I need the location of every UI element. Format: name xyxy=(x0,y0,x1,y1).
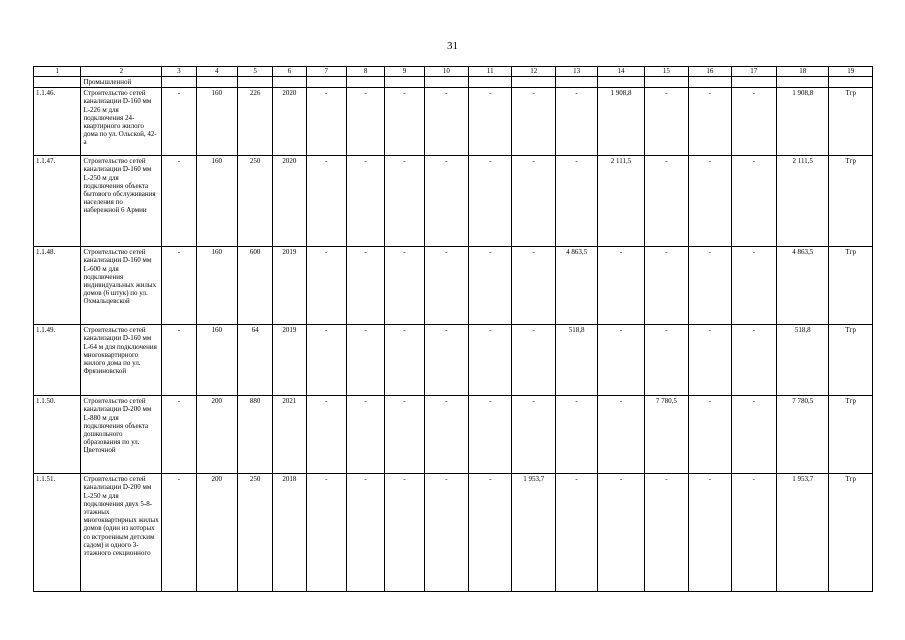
table-cell xyxy=(776,77,829,88)
value-cell: - xyxy=(644,88,688,156)
table-cell xyxy=(731,77,776,88)
value-cell: - xyxy=(424,325,468,396)
value-cell: - xyxy=(555,88,597,156)
value-cell: - xyxy=(731,247,776,325)
value-cell: - xyxy=(689,325,731,396)
column-number: 1 xyxy=(34,67,81,77)
value-cell: - xyxy=(644,474,688,592)
table-row xyxy=(34,325,873,396)
value-cell: - xyxy=(162,396,196,474)
value-cell: - xyxy=(689,156,731,247)
value-cell: 7 780,5 xyxy=(644,396,688,474)
value-cell: - xyxy=(346,325,384,396)
value-cell: - xyxy=(306,247,346,325)
value-cell: 2021 xyxy=(273,396,306,474)
value-cell: - xyxy=(162,247,196,325)
value-cell: 4 863,5 xyxy=(776,247,829,325)
value-cell: Тгр xyxy=(829,396,873,474)
value-cell: 600 xyxy=(237,247,272,325)
table-cell xyxy=(273,77,306,88)
value-cell: 518,8 xyxy=(555,325,597,396)
table-row xyxy=(34,88,873,156)
value-cell: - xyxy=(731,325,776,396)
column-number: 18 xyxy=(776,67,829,77)
value-cell: 200 xyxy=(196,474,237,592)
table-cell xyxy=(237,77,272,88)
value-cell: - xyxy=(424,88,468,156)
row-number: 1.1.48. xyxy=(34,247,81,325)
value-cell: - xyxy=(424,156,468,247)
column-number: 10 xyxy=(424,67,468,77)
value-cell: - xyxy=(512,396,555,474)
table-cell xyxy=(598,77,644,88)
value-cell: 518,8 xyxy=(776,325,829,396)
table-cell xyxy=(555,77,597,88)
value-cell: - xyxy=(162,325,196,396)
column-number: 8 xyxy=(346,67,384,77)
table-cell xyxy=(689,77,731,88)
value-cell: - xyxy=(689,88,731,156)
value-cell: - xyxy=(385,396,424,474)
value-cell: - xyxy=(306,88,346,156)
value-cell: Тгр xyxy=(829,156,873,247)
value-cell: - xyxy=(385,474,424,592)
value-cell: - xyxy=(306,396,346,474)
column-number: 17 xyxy=(731,67,776,77)
value-cell: 2018 xyxy=(273,474,306,592)
value-cell: 64 xyxy=(237,325,272,396)
value-cell: - xyxy=(512,88,555,156)
column-number: 16 xyxy=(689,67,731,77)
value-cell: - xyxy=(555,156,597,247)
value-cell: - xyxy=(731,396,776,474)
value-cell: 2019 xyxy=(273,247,306,325)
column-number: 12 xyxy=(512,67,555,77)
value-cell: - xyxy=(644,156,688,247)
description-cell: Строительство сетей канализации D-200 мм L-880 м для подключения объекта дошкольного образования по ул. Цветочной xyxy=(81,396,162,474)
value-cell: 880 xyxy=(237,396,272,474)
table-row xyxy=(34,474,873,592)
value-cell: - xyxy=(731,88,776,156)
value-cell: 2 111,5 xyxy=(776,156,829,247)
value-cell: - xyxy=(424,396,468,474)
column-number: 13 xyxy=(555,67,597,77)
value-cell: - xyxy=(598,247,644,325)
column-number: 6 xyxy=(273,67,306,77)
row-number: 1.1.49. xyxy=(34,325,81,396)
value-cell: - xyxy=(598,474,644,592)
description-cell: Строительство сетей канализации D-160 мм L-600 м для подключения индивидуальных жилых домов (6 штук) по ул. Охмальцевской xyxy=(81,247,162,325)
row-number: 1.1.47. xyxy=(34,156,81,247)
value-cell: - xyxy=(469,325,512,396)
column-number: 2 xyxy=(81,67,162,77)
value-cell: - xyxy=(689,474,731,592)
value-cell: - xyxy=(555,396,597,474)
value-cell: - xyxy=(424,474,468,592)
value-cell: - xyxy=(306,474,346,592)
value-cell: - xyxy=(385,247,424,325)
table-cell xyxy=(196,77,237,88)
value-cell: - xyxy=(306,325,346,396)
table-cell xyxy=(469,77,512,88)
value-cell: Тгр xyxy=(829,88,873,156)
value-cell: 4 863,5 xyxy=(555,247,597,325)
value-cell: 226 xyxy=(237,88,272,156)
value-cell: Тгр xyxy=(829,247,873,325)
table-cell xyxy=(385,77,424,88)
column-number: 14 xyxy=(598,67,644,77)
description-cell: Строительство сетей канализации D-160 мм L-250 м для подключения объекта бытового обслуживания населения по набережной 6 Армии xyxy=(81,156,162,247)
value-cell: 1 908,8 xyxy=(598,88,644,156)
table-cell xyxy=(306,77,346,88)
value-cell: Тгр xyxy=(829,474,873,592)
table-cell xyxy=(644,77,688,88)
data-table xyxy=(33,66,873,592)
value-cell: - xyxy=(469,474,512,592)
value-cell: - xyxy=(731,474,776,592)
continuation-row xyxy=(34,77,873,88)
value-cell: - xyxy=(424,247,468,325)
column-number: 3 xyxy=(162,67,196,77)
value-cell: 2020 xyxy=(273,156,306,247)
value-cell: - xyxy=(346,396,384,474)
column-number: 19 xyxy=(829,67,873,77)
value-cell: 160 xyxy=(196,156,237,247)
value-cell: - xyxy=(162,474,196,592)
value-cell: - xyxy=(731,156,776,247)
value-cell: - xyxy=(346,156,384,247)
value-cell: 1 953,7 xyxy=(512,474,555,592)
value-cell: - xyxy=(598,325,644,396)
value-cell: - xyxy=(512,325,555,396)
description-cell: Строительство сетей канализации D-160 мм L-64 м для подключения многоквартирного жилого дома по ул. Фрязиновской xyxy=(81,325,162,396)
value-cell: Тгр xyxy=(829,325,873,396)
value-cell: - xyxy=(469,88,512,156)
continuation-text: Промышленной xyxy=(81,77,162,88)
value-cell: - xyxy=(689,247,731,325)
table-row xyxy=(34,247,873,325)
column-number-row xyxy=(34,67,873,77)
description-cell: Строительство сетей канализации D-160 мм L-226 м для подключения 24-квартирного жилого дома по ул. Ольской, 42-а xyxy=(81,88,162,156)
value-cell: - xyxy=(644,247,688,325)
value-cell: - xyxy=(346,474,384,592)
table-cell xyxy=(34,77,81,88)
value-cell: - xyxy=(469,156,512,247)
value-cell: 250 xyxy=(237,156,272,247)
column-number: 4 xyxy=(196,67,237,77)
value-cell: - xyxy=(385,325,424,396)
column-number: 11 xyxy=(469,67,512,77)
value-cell: - xyxy=(512,247,555,325)
value-cell: 250 xyxy=(237,474,272,592)
value-cell: - xyxy=(512,156,555,247)
value-cell: - xyxy=(346,88,384,156)
table-cell xyxy=(512,77,555,88)
column-number: 5 xyxy=(237,67,272,77)
table-row xyxy=(34,156,873,247)
value-cell: 160 xyxy=(196,325,237,396)
table-cell xyxy=(424,77,468,88)
value-cell: - xyxy=(469,396,512,474)
column-number: 7 xyxy=(306,67,346,77)
value-cell: - xyxy=(346,247,384,325)
description-cell: Строительство сетей канализации D-200 мм L-250 м для подключения двух 5-8-этажных многоквартирных жилых домов (один из которых со встроенным детским садом) и одного 3-этажного секционного xyxy=(81,474,162,592)
value-cell: - xyxy=(162,88,196,156)
table-body xyxy=(34,67,873,592)
row-number: 1.1.51. xyxy=(34,474,81,592)
value-cell: - xyxy=(162,156,196,247)
value-cell: - xyxy=(598,396,644,474)
value-cell: 7 780,5 xyxy=(776,396,829,474)
table-cell xyxy=(162,77,196,88)
row-number: 1.1.50. xyxy=(34,396,81,474)
table-row xyxy=(34,396,873,474)
table-cell xyxy=(829,77,873,88)
value-cell: - xyxy=(555,474,597,592)
value-cell: - xyxy=(689,396,731,474)
value-cell: 1 908,8 xyxy=(776,88,829,156)
value-cell: 200 xyxy=(196,396,237,474)
value-cell: - xyxy=(385,156,424,247)
value-cell: 160 xyxy=(196,88,237,156)
value-cell: 1 953,7 xyxy=(776,474,829,592)
value-cell: 2 111,5 xyxy=(598,156,644,247)
value-cell: 160 xyxy=(196,247,237,325)
value-cell: - xyxy=(644,325,688,396)
page-number: 31 xyxy=(447,40,458,52)
row-number: 1.1.46. xyxy=(34,88,81,156)
column-number: 15 xyxy=(644,67,688,77)
value-cell: - xyxy=(469,247,512,325)
value-cell: 2019 xyxy=(273,325,306,396)
column-number: 9 xyxy=(385,67,424,77)
value-cell: - xyxy=(306,156,346,247)
value-cell: - xyxy=(385,88,424,156)
table-cell xyxy=(346,77,384,88)
value-cell: 2020 xyxy=(273,88,306,156)
